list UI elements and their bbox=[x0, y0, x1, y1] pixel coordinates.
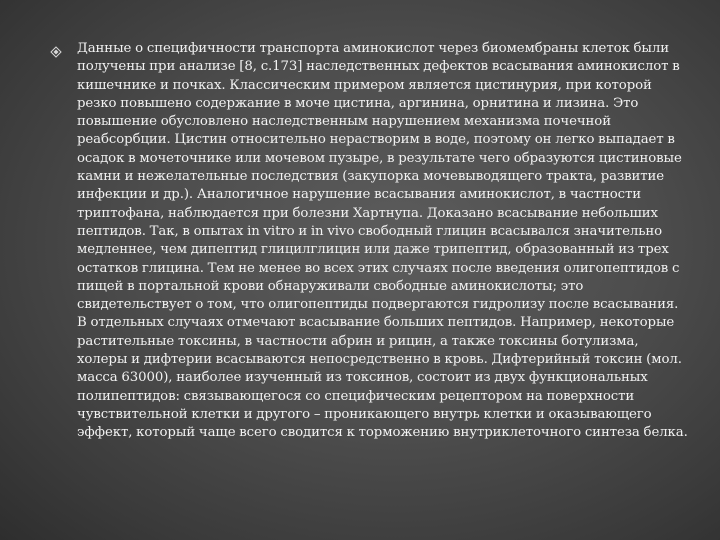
diamond-bullet-icon bbox=[50, 46, 62, 58]
body-paragraph: Данные о специфичности транспорта аминокислот через биомембраны клеток были получены при анализе [8, с.173] наследственных дефектов всасывания аминокислот в кишечнике и почках. Классическим примером является цистинурия, при которой резко повышено содержание в моче цистина, аргинина, орнитина и лизина. Это повышение обусловлено наследственным нарушением механизма почечной реабсорбции. Цистин относительно нерастворим в воде, поэтому он легко выпадает в осадок в мочеточнике или мочевом пузыре, в результате чего образуются цистиновые камни и нежелательные последствия (закупорка мочевыводящего тракта, развитие инфекции и др.). Аналогичное нарушение всасывания аминокислот, в частности триптофана, наблюдается при болезни Хартнупа. Доказано всасывание небольших пептидов. Так, в опытах in vitro и in vivo свободный глицин всасывался значительно медленнее, чем дипептид глицилглицин или даже трипептид, образованный из трех остатков глицина. Тем не менее во всех этих случаях после введения олигопептидов с пищей в портальной крови обнаруживали свободные аминокислоты; это свидетельствует о том, что олигопептиды подвергаются гидролизу после всасывания. В отдельных случаях отмечают всасывание больших пептидов. Например, некоторые растительные токсины, в частности абрин и рицин, а также токсины ботулизма, холеры и дифтерии всасываются непосредственно в кровь. Дифтерийный токсин (мол. масса 63000), наиболее изученный из токсинов, состоит из двух функциональных полипептидов: связывающегося со специфическим рецептором на поверхности чувствительной клетки и другого – проникающего внутрь клетки и оказывающего эффект, который чаще всего сводится к торможению внутриклеточного синтеза белка. bbox=[77, 41, 688, 441]
